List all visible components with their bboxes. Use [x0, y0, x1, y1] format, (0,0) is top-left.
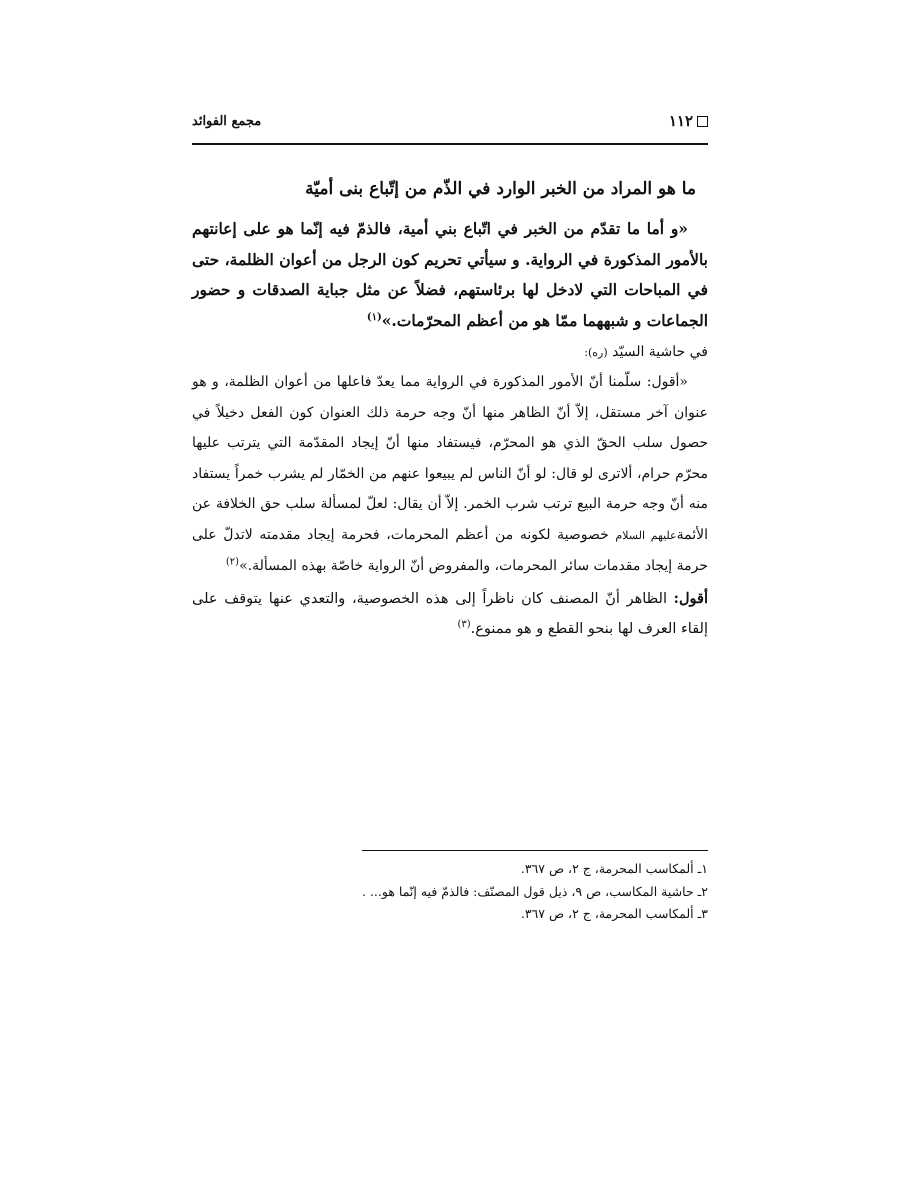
hashiya-quote-paragraph: [192, 367, 708, 582]
page-number: ١١٢: [668, 112, 693, 130]
footnote-3: ٣ـ ألمكاسب المحرمة، ج ٢، ص ٣٦٧.: [520, 906, 708, 921]
hashiya-intro: [192, 338, 708, 367]
footnote-rule: [362, 850, 708, 851]
footnote-1: ١ـ ألمكاسب المحرمة، ج ٢، ص ٣٦٧.: [520, 861, 708, 876]
conclusion-text: الظاهر أنّ المصنف كان ناظراً إلى هذه الخصوصية، والتعدي عنها يتوقف على إلقاء العرف لها بنحو القطع و هو ممنوع.: [192, 590, 708, 637]
hashiya-abbr: (ره):: [584, 346, 608, 359]
hashiya-quote-part1: «أقول: سلّمنا أنّ الأمور المذكورة في الرواية مما يعدّ فاعلها من أعوان الظلمة، و هو عنوان آخر مستقل، إلاّ أنّ الظاهر منها أنّ وجه حرمة ذلك العنوان كون الفعل دخيلاً في حصول سلب الحقّ الذي هو المحرّم، فيستفاد منها أنّ إيجاد المقدّمة التي يترتب عليها محرّم حرام، ألاترى لو قال: لو أنّ الناس لم يبيعوا عنهم من الخمّار لم يشرب خمراً يستفاد منه أنّ وجه حرمة البيع ترتب شرب الخمر. إلاّ أن يقال: لعلّ لمسألة سلب حق الخلافة عن الأئمة: [192, 374, 708, 543]
hashiya-intro-text: في حاشية السيّد: [612, 344, 708, 360]
footnote-ref-3: (٣): [457, 618, 471, 630]
footnote-2: ٢ـ حاشية المكاسب، ص ٩، ذيل قول المصنّف: فالذمّ فيه إنّما هو... .: [362, 883, 708, 899]
running-title: مجمع الفوائد: [192, 114, 262, 129]
header-rule: [192, 143, 708, 145]
footnote-ref-2: (٢): [225, 556, 240, 568]
section-heading: ما هو المراد من الخبر الوارد في الذّم من إتّباع بنى أميّة: [305, 179, 696, 199]
square-icon: [697, 116, 708, 127]
main-quote-paragraph: [192, 214, 708, 336]
honorific-glyph: عليهم السلام: [615, 528, 677, 542]
conclusion-lead: أقول:: [673, 589, 709, 607]
page-header: [192, 112, 708, 140]
hashiya-quote-part2: خصوصية لكونه من أعظم المحرمات، فحرمة إيجاد مقدمته لاتدلّ على حرمة إيجاد مقدمات سائر المحرمات، والمفروض أنّ الرواية خاصّة بهذه المسألة.»: [192, 526, 708, 574]
conclusion-paragraph: [192, 584, 708, 644]
footnotes: [192, 858, 708, 926]
page-number-block: [669, 112, 708, 130]
main-quote-text: «و أما ما تقدّم من الخبر في اتّباع بني أمية، فالذمّ فيه إنّما هو على إعانتهم بالأمور المذكورة في الرواية. و سيأتي تحريم كون الرجل من أعوان الظلمة، حتى في المباحات التي لادخل لها برئاستهم، فضلاً عن مثل جباية الصدقات و حضور الجماعات و شبههما ممّا هو من أعظم المحرّمات.»: [192, 219, 708, 330]
main-content: [192, 174, 708, 644]
footnote-ref-1: (١): [366, 311, 382, 323]
